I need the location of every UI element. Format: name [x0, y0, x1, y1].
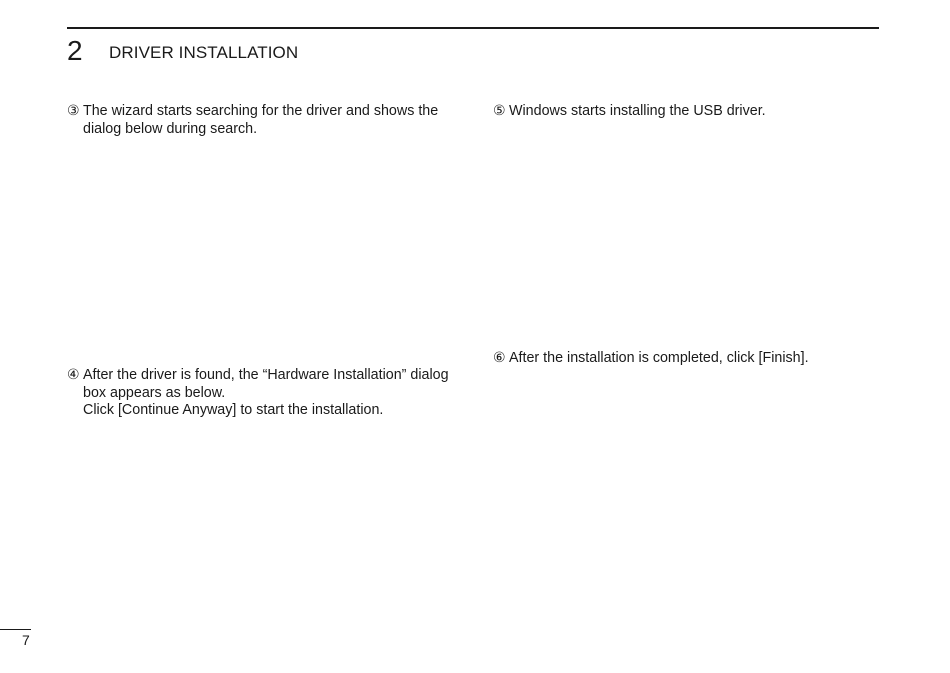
- step-4-instruction: [67, 367, 470, 420]
- step-5-marker: ⑤: [493, 103, 506, 119]
- step-3-marker: ③: [67, 103, 80, 119]
- step-6-marker: ⑥: [493, 350, 506, 366]
- page-number: 7: [22, 632, 30, 648]
- step-3-line-2: dialog below during search.: [83, 120, 258, 137]
- step-6-instruction: [493, 350, 889, 368]
- footer-rule: [0, 629, 31, 630]
- header-rule: [67, 27, 879, 29]
- step-5-instruction: [493, 103, 889, 121]
- step-4-marker: ④: [67, 367, 80, 383]
- step-4-line-1: After the driver is found, the “Hardware Installation” dialog: [83, 367, 449, 383]
- step-4-line-2: box appears as below.: [83, 384, 226, 401]
- step-4-line-3: Click [Continue Anyway] to start the installation.: [83, 402, 384, 418]
- chapter-title: DRIVER INSTALLATION: [109, 43, 299, 62]
- chapter-number: 2: [67, 35, 83, 66]
- step-3-line-1: The wizard starts searching for the driver and shows the: [83, 103, 439, 119]
- step-5-line-1: Windows starts installing the USB driver.: [509, 103, 766, 119]
- step-6-line-1: After the installation is completed, click [Finish].: [509, 350, 809, 366]
- step-3-instruction: [67, 103, 470, 138]
